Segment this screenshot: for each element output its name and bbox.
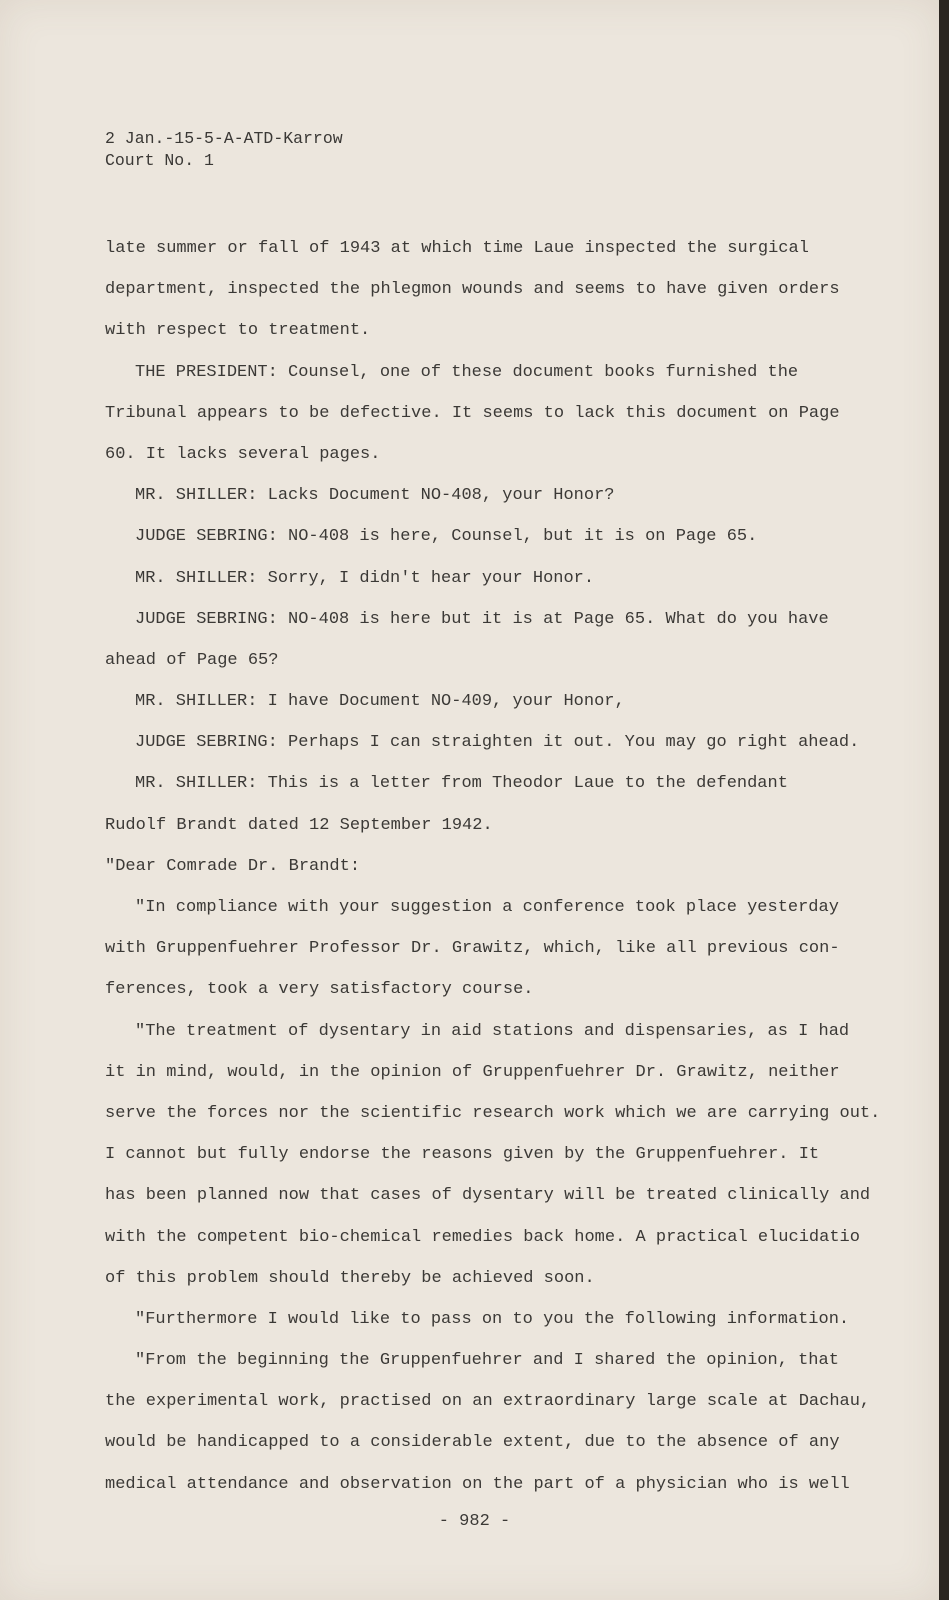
transcript-line: JUDGE SEBRING: Perhaps I can straighten it out. You may go right ahead.	[135, 733, 860, 753]
page-number: - 982 -	[438, 1512, 511, 1531]
transcript-line: MR. SHILLER: Lacks Document NO-408, your Honor?	[135, 486, 615, 506]
transcript-body	[105, 228, 881, 1505]
transcript-line: would be handicapped to a considerable extent, due to the absence of any	[105, 1433, 840, 1453]
transcript-line: with Gruppenfuehrer Professor Dr. Grawitz, which, like all previous con-	[105, 939, 840, 959]
transcript-line: JUDGE SEBRING: NO-408 is here but it is at Page 65. What do you have	[135, 609, 829, 629]
transcript-line: department, inspected the phlegmon wounds and seems to have given orders	[105, 280, 840, 300]
transcript-line: MR. SHILLER: I have Document NO-409, your Honor,	[135, 692, 625, 712]
transcript-line: of this problem should thereby be achieved soon.	[105, 1268, 595, 1288]
header-court: Court No. 1	[105, 151, 214, 170]
transcript-line: the experimental work, practised on an extraordinary large scale at Dachau,	[105, 1392, 871, 1412]
transcript-line: "The treatment of dysentary in aid stations and dispensaries, as I had	[135, 1021, 850, 1041]
page-edge	[939, 0, 949, 1600]
transcript-line: Rudolf Brandt dated 12 September 1942.	[105, 815, 493, 835]
transcript-line: ahead of Page 65?	[105, 650, 279, 670]
transcript-line: with respect to treatment.	[105, 321, 371, 341]
transcript-line: MR. SHILLER: This is a letter from Theodor Laue to the defendant	[135, 774, 788, 794]
transcript-line: "In compliance with your suggestion a conference took place yesterday	[135, 898, 839, 917]
transcript-line: THE PRESIDENT: Counsel, one of these document books furnished the	[135, 362, 799, 382]
transcript-line: JUDGE SEBRING: NO-408 is here, Counsel, but it is on Page 65.	[135, 527, 758, 547]
transcript-line: "Furthermore I would like to pass on to you the following information.	[135, 1309, 850, 1329]
transcript-line: I cannot but fully endorse the reasons given by the Gruppenfuehrer. It	[105, 1145, 820, 1165]
transcript-line: MR. SHILLER: Sorry, I didn't hear your Honor.	[135, 568, 595, 588]
transcript-line: it in mind, would, in the opinion of Gruppenfuehrer Dr. Grawitz, neither	[105, 1062, 840, 1082]
transcript-line: serve the forces nor the scientific research work which we are carrying out.	[105, 1103, 881, 1123]
transcript-line: late summer or fall of 1943 at which time Laue inspected the surgical	[105, 239, 809, 258]
transcript-line: ferences, took a very satisfactory course.	[105, 980, 534, 1000]
header-reference: 2 Jan.-15-5-A-ATD-Karrow	[105, 129, 343, 148]
transcript-line: Tribunal appears to be defective. It seems to lack this document on Page	[105, 403, 840, 423]
transcript-line: with the competent bio-chemical remedies back home. A practical elucidatio	[105, 1227, 860, 1247]
document-header	[105, 128, 343, 172]
transcript-line: "From the beginning the Gruppenfuehrer and I shared the opinion, that	[135, 1351, 839, 1371]
transcript-line: has been planned now that cases of dysentary will be treated clinically and	[105, 1186, 871, 1206]
transcript-line: "Dear Comrade Dr. Brandt:	[105, 856, 361, 876]
transcript-line: medical attendance and observation on the part of a physician who is well	[105, 1474, 850, 1494]
transcript-line: 60. It lacks several pages.	[105, 444, 381, 464]
